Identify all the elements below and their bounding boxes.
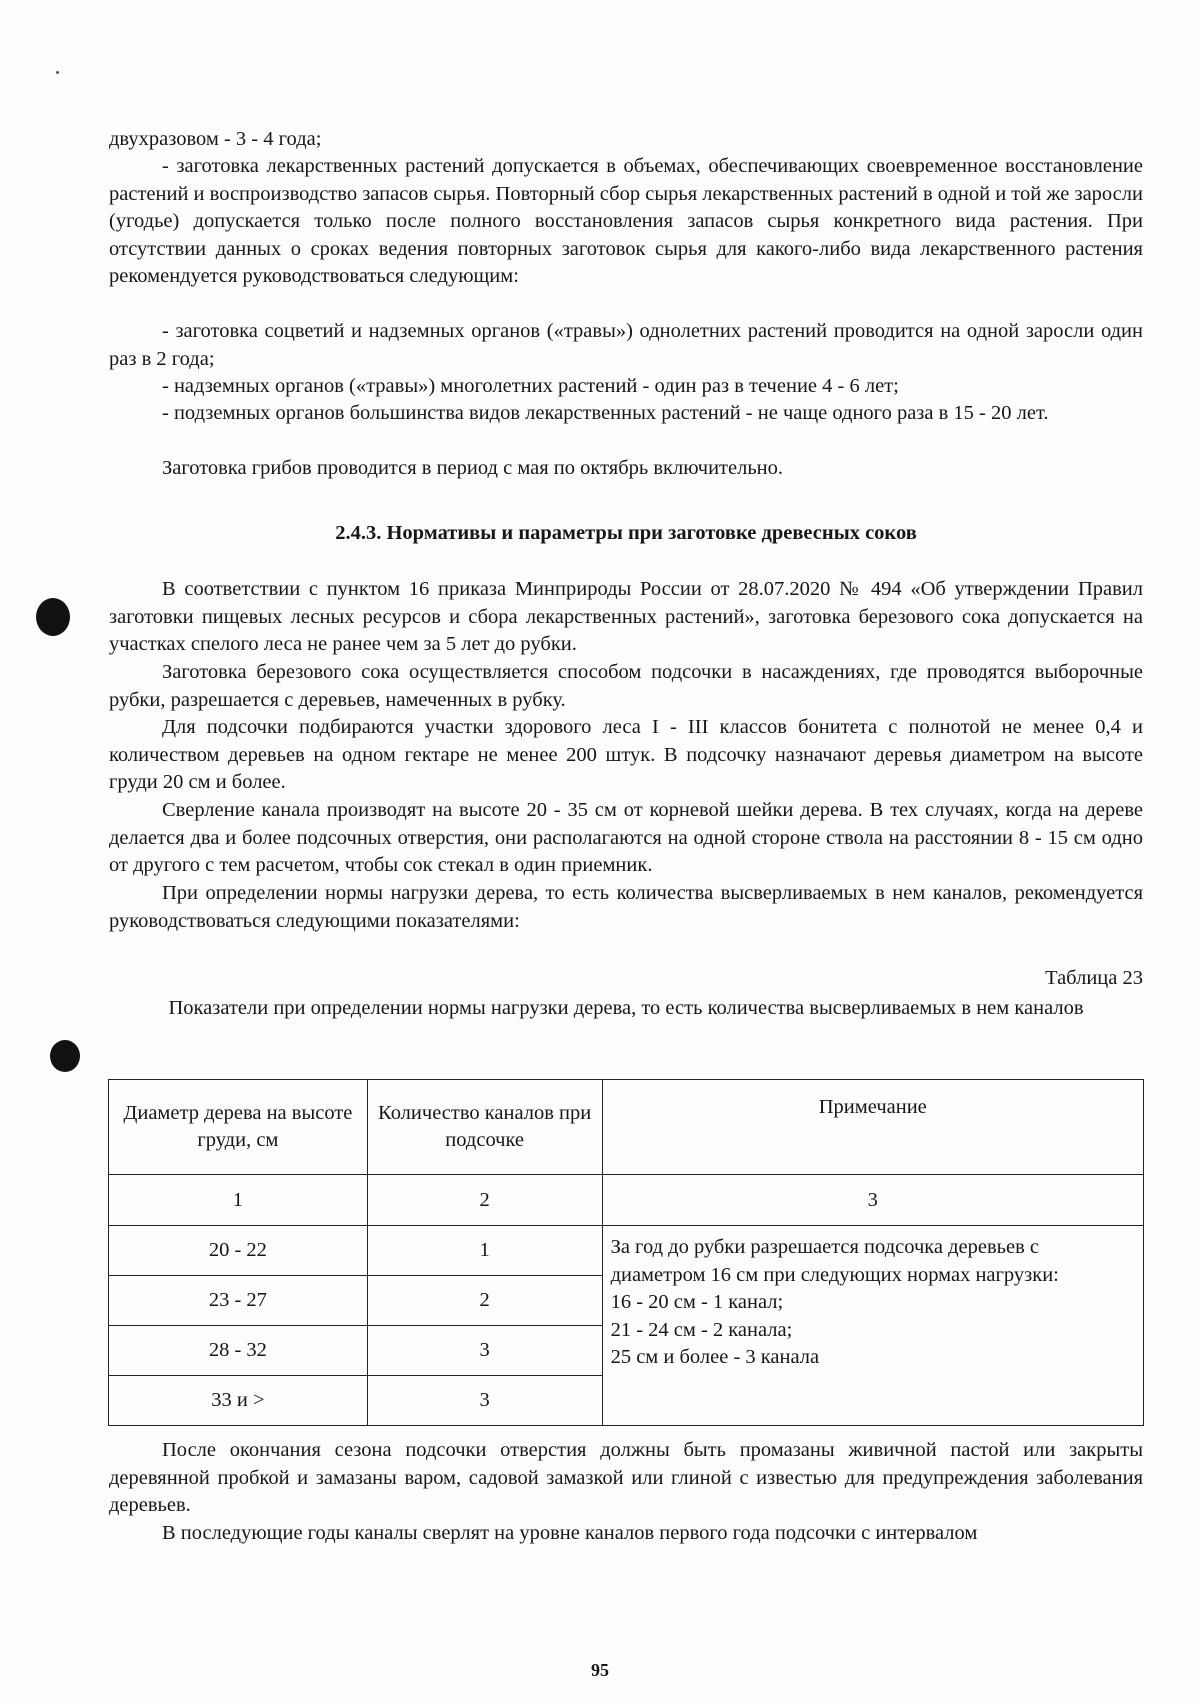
- paragraph-text: - надземных органов («травы») многолетних растений - один раз в течение 4 - 6 лет;: [162, 375, 899, 397]
- channels-cell: 2: [367, 1276, 602, 1326]
- channels-cell: 3: [367, 1326, 602, 1376]
- paragraph: [109, 400, 1143, 428]
- diameter-cell: 20 - 22: [109, 1226, 368, 1276]
- paragraph-text: - заготовка соцветий и надземных органов («травы») однолетних растений проводится на одной заросли один раз в 2 года;: [109, 320, 1143, 370]
- column-header: Количество каналов при подсочке: [367, 1080, 602, 1175]
- diameter-cell: 23 - 27: [109, 1276, 368, 1326]
- paragraph: [109, 880, 1143, 935]
- paragraph-text: Заготовка грибов проводится в период с мая по октябрь включительно.: [162, 457, 784, 479]
- paragraph: [109, 714, 1143, 797]
- paragraph: [109, 126, 1143, 154]
- channels-cell: 1: [367, 1226, 602, 1276]
- paragraph-text: - заготовка лекарственных растений допускается в объемах, обеспечивающих своевременное восстановление растений и воспроизводство запасов сырья. Повторный сбор сырья лекарственных растений в одной и той же заросли (угодье) допускается только после полного восстановления запасов сырья конкретного вида растения. При отсутствии данных о сроках ведения повторных заготовок сырья для какого-либо вида лекарственного растения рекомендуется руководствоваться следующим:: [109, 155, 1143, 287]
- table-header-row: [109, 1080, 1144, 1175]
- paragraph: [109, 373, 1143, 401]
- table-row: [109, 1226, 1144, 1276]
- column-header: Диаметр дерева на высоте груди, см: [109, 1080, 368, 1175]
- column-number: 2: [367, 1175, 602, 1226]
- table-caption: Показатели при определении нормы нагрузки дерева, то есть количества высверливаемых в нем каналов: [168, 997, 1084, 1019]
- column-number: 3: [602, 1175, 1143, 1226]
- note-cell: [602, 1226, 1143, 1426]
- paragraph-text: В последующие годы каналы сверлят на уровне каналов первого года подсочки с интервалом: [162, 1522, 978, 1544]
- paragraph-text: Заготовка березового сока осуществляется способом подсочки в насаждениях, где проводятся выборочные рубки, разрешается с деревьев, намеченных в рубку.: [109, 661, 1143, 711]
- paragraph: [109, 1437, 1143, 1520]
- scan-speck: [56, 71, 59, 74]
- paragraph-text: Сверление канала производят на высоте 20 - 35 см от корневой шейки дерева. В тех случаях, когда на дереве делается два и более подсочных отверстия, они располагаются на одной стороне ствола на расстоянии 8 - 15 см одно от другого с тем расчетом, чтобы сок стекал в один приемник.: [109, 799, 1143, 876]
- paragraph: [109, 576, 1143, 659]
- paragraph: [109, 1520, 1143, 1548]
- paragraph-text: После окончания сезона подсочки отверстия должны быть промазаны живичной пастой или закрыты деревянной пробкой и замазаны варом, садовой замазкой или глиной с известью для предупреждения заболевания деревьев.: [109, 1439, 1143, 1516]
- note-line: 25 см и более - 3 канала: [610, 1346, 820, 1368]
- note-line: 21 - 24 см - 2 канала;: [610, 1318, 793, 1341]
- paragraph-text: В соответствии с пунктом 16 приказа Минприроды России от 28.07.2020 № 494 «Об утверждении Правил заготовки пищевых лесных ресурсов и сбора лекарственных растений», заготовка березового сока допускается на участках спелого леса не ранее чем за 5 лет до рубки.: [109, 578, 1143, 655]
- column-number: 1: [109, 1175, 368, 1226]
- punch-hole-mark: [50, 1040, 80, 1072]
- page-number: 95: [591, 1660, 609, 1680]
- punch-hole-mark: [36, 598, 70, 636]
- channels-cell: 3: [367, 1376, 602, 1426]
- paragraph: [109, 318, 1143, 373]
- column-number-row: [109, 1175, 1144, 1226]
- paragraph-text: - подземных органов большинства видов лекарственных растений - не чаще одного раза в 15 - 20 лет.: [162, 402, 1049, 424]
- section-heading: 2.4.3. Нормативы и параметры при заготовке древесных соков: [335, 522, 917, 544]
- paragraph-text: двухразовом - 3 - 4 года;: [109, 128, 322, 150]
- paragraph: [109, 455, 1143, 483]
- paragraph: [109, 153, 1143, 291]
- paragraph-text: Для подсочки подбираются участки здорового леса I - III классов бонитета с полнотой не менее 0,4 и количеством деревьев на одном гектаре не менее 200 штук. В подсочку назначают деревья диаметром на высоте груди 20 см и более.: [109, 716, 1143, 793]
- column-header: Примечание: [602, 1080, 1143, 1175]
- paragraph-text: При определении нормы нагрузки дерева, то есть количества высверливаемых в нем каналов, рекомендуется руководствоваться следующими показателями:: [109, 882, 1143, 932]
- paragraph: [109, 659, 1143, 714]
- note-line: За год до рубки разрешается подсочка деревьев с диаметром 16 см при следующих нормах нагрузки:: [610, 1236, 1059, 1286]
- diameter-cell: 33 и >: [109, 1376, 368, 1426]
- data-table: [108, 1079, 1144, 1426]
- paragraph: [109, 797, 1143, 880]
- table-label: Таблица 23: [1045, 967, 1143, 989]
- note-line: 16 - 20 см - 1 канал;: [610, 1291, 784, 1313]
- diameter-cell: 28 - 32: [109, 1326, 368, 1376]
